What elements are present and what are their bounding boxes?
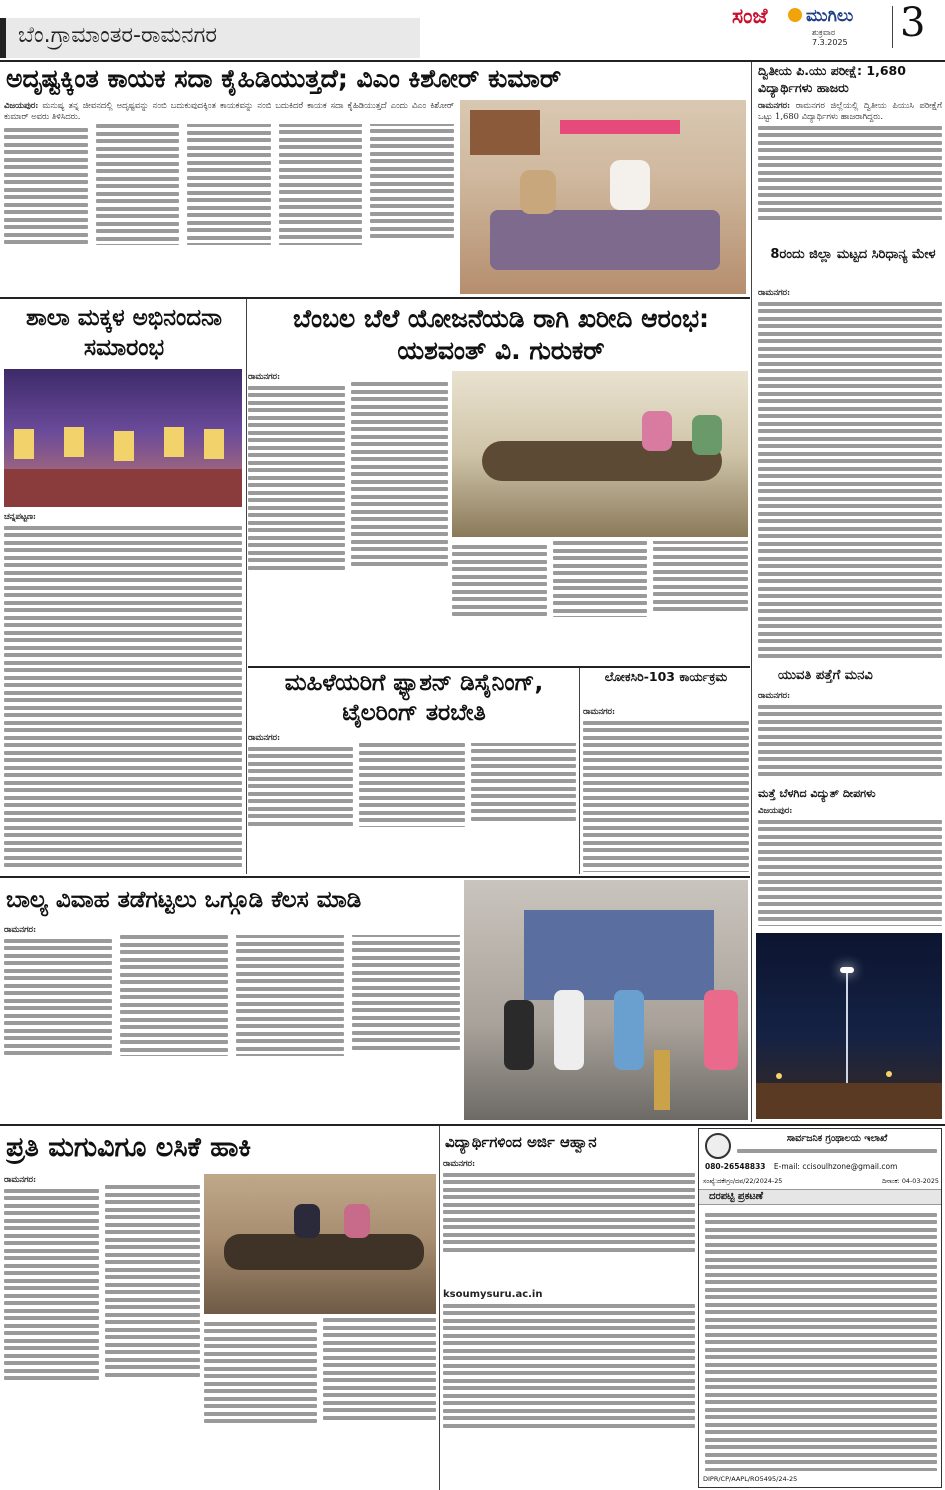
- article-puc-exam: [754, 62, 944, 244]
- photo-meeting-room: [460, 100, 746, 294]
- dateline: ವಿಜಯಪುರ:: [4, 100, 39, 110]
- headline: ದ್ವಿತೀಯ ಪಿ.ಯು ಪರೀಕ್ಷೆ: 1,680 ವಿದ್ಯಾರ್ಥಿಗಳು ಹಾಜರು: [758, 63, 906, 95]
- library-seal-icon: [705, 1133, 731, 1159]
- article-body: [4, 511, 242, 871]
- headline: ಬೆಂಬಲ ಬೆಲೆ ಯೋಜನೆಯಡಿ ರಾಗಿ ಖರೀದಿ ಆರಂಭ: ಯಶವಂತ್ ವಿ. ಗುರುಕರ್: [292, 304, 710, 365]
- tender-notice: [698, 1128, 942, 1488]
- section-label: ಬೆಂ.ಗ್ರಾಮಾಂತರ-ರಾಮನಗರ: [18, 23, 218, 48]
- headline: ಲೋಕಸಿರಿ-103 ಕಾರ್ಯಕ್ರಮ: [604, 669, 728, 684]
- dateline: ರಾಮನಗರ:: [758, 287, 791, 297]
- dateline: ರಾಮನಗರ:: [4, 1174, 37, 1184]
- article-body: [758, 805, 942, 931]
- article-street-lights: [754, 785, 944, 1123]
- notice-contact: [705, 1162, 937, 1174]
- headline: ಶಾಲಾ ಮಕ್ಕಳ ಅಭಿನಂದನಾ ಸಮಾರಂಭ: [25, 305, 222, 361]
- article-fashion-training: [248, 668, 578, 874]
- dateline: ರಾಮನಗರ:: [248, 732, 281, 742]
- issue-day: ಶುಕ್ರವಾರ: [812, 28, 836, 37]
- notice-phone: 080-26548833: [705, 1162, 766, 1171]
- article-vaccination: [0, 1126, 438, 1490]
- article-body-cont: [204, 1318, 436, 1486]
- dateline: ರಾಮನಗರ:: [583, 706, 616, 716]
- article-missing-woman: [754, 666, 944, 782]
- article-body: [248, 371, 448, 661]
- photo-officials-meeting: [452, 371, 748, 537]
- issue-date: 7.3.2025: [812, 38, 848, 47]
- notice-org: ಸಾರ್ವಜನಿಕ ಗ್ರಂಥಾಲಯ ಇಲಾಖೆ: [786, 1133, 888, 1144]
- photo-students: [4, 369, 242, 507]
- article-student-applications: [441, 1126, 696, 1490]
- dateline: ರಾಮನಗರ:: [443, 1158, 476, 1168]
- headline: ಯುವತಿ ಪತ್ತೆಗೆ ಮನವಿ: [778, 668, 873, 683]
- notice-ref-row: [703, 1177, 939, 1187]
- article-school-felicitation: [0, 299, 245, 874]
- article-millet-fair: [754, 245, 944, 665]
- notice-date: ದಿನಾಂಕ: 04-03-2025: [882, 1177, 939, 1185]
- headline: ವಿದ್ಯಾರ್ಥಿಗಳಿಂದ ಅರ್ಜಿ ಆಹ್ವಾನ: [445, 1133, 597, 1151]
- dateline: ಚನ್ನಪಟ್ಟಣ:: [4, 511, 36, 521]
- article-body: [4, 100, 454, 294]
- text-lines: [4, 124, 454, 274]
- headline: ಮಹಿಳೆಯರಿಗೆ ಫ್ಯಾಶನ್ ಡಿಸೈನಿಂಗ್, ಟೈಲರಿಂಗ್ ತರಬೇತಿ: [284, 670, 544, 726]
- article-child-marriage: [0, 878, 750, 1122]
- article-body: [4, 924, 460, 1120]
- section-header: [0, 0, 945, 60]
- masthead: [732, 4, 882, 47]
- lead-text: ಮನುಷ್ಯ ತನ್ನ ಜೀವನದಲ್ಲಿ ಅದೃಷ್ಟವನ್ನು ನಂಬಿ ಬದುಕುವುದಕ್ಕಿಂತ ಕಾಯಕವನ್ನು ನಂಬಿ ಬದುಕಿದರೆ ಕಾಯಕ ಸದಾ ಕೈಹಿಡಿಯುತ್ತದೆ ಎಂದು ವಿಎಂ ಕಿಶೋರ್ ಕುಮಾರ್ ಅವರು ತಿಳಿಸಿದರು.: [4, 100, 454, 121]
- photo-health-meeting: [204, 1174, 436, 1314]
- sun-icon: [788, 8, 802, 22]
- article-body: [443, 1158, 695, 1488]
- notice-title: ದರಪಟ್ಟಿ ಪ್ರಕಟಣೆ: [709, 1191, 764, 1202]
- headline: ಅದೃಷ್ಟಕ್ಕಿಂತ ಕಾಯಕ ಸದಾ ಕೈಹಿಡಿಯುತ್ತದೆ; ವಿಎಂ ಕಿಶೋರ್ ಕುಮಾರ್: [6, 64, 562, 93]
- brand-sanje: ಸಂಜೆ: [732, 4, 768, 28]
- dateline: ರಾಮನಗರ:: [758, 690, 791, 700]
- notice-title-bar: [699, 1189, 941, 1205]
- dateline: ವಿಜಯಪುರ:: [758, 805, 793, 815]
- article-body: [758, 100, 942, 242]
- headline: ಪ್ರತಿ ಮಗುವಿಗೂ ಲಸಿಕೆ ಹಾಕಿ: [6, 1132, 252, 1163]
- article-body: [758, 690, 942, 780]
- lead-text: ರಾಮನಗರ ಜಿಲ್ಲೆಯಲ್ಲಿ ದ್ವಿತೀಯ ಪಿಯುಸಿ ಪರೀಕ್ಷೆಗೆ ಒಟ್ಟು 1,680 ವಿದ್ಯಾರ್ಥಿಗಳು ಹಾಜರಾಗಿದ್ದರು.: [758, 100, 942, 121]
- notice-footer: DIPR/CP/AAPL/RO5495/24-25: [703, 1475, 798, 1483]
- dateline: ರಾಮನಗರ:: [248, 371, 281, 381]
- brand-mugilu: ಮುಗಿಲು: [806, 6, 854, 26]
- dateline: ರಾಮನಗರ:: [4, 924, 37, 934]
- article-body: [4, 1174, 200, 1486]
- page-number: 3: [900, 0, 926, 46]
- dateline: ರಾಮನಗರ:: [758, 100, 791, 110]
- notice-email: E-mail: ccisoulhzone@gmail.com: [773, 1162, 898, 1171]
- article-body-cont: [452, 541, 748, 661]
- article-body: [583, 706, 749, 872]
- article-ragi-procurement: [248, 299, 750, 664]
- article-body: [248, 732, 576, 872]
- article-body: [758, 287, 942, 663]
- photo-night-street: [756, 933, 942, 1119]
- headline: ಮತ್ತೆ ಬೆಳಗಿದ ವಿದ್ಯುತ್ ದೀಪಗಳು: [758, 787, 876, 800]
- headline: ಬಾಲ್ಯ ವಿವಾಹ ತಡೆಗಟ್ಟಲು ಒಗ್ಗೂಡಿ ಕೆಲಸ ಮಾಡಿ: [6, 887, 362, 913]
- article-work-over-luck: [0, 62, 750, 296]
- notice-ref: ಸಂಖ್ಯೆ:ದಕೇಗ್ರಂ/ದವ/22/2024-25: [703, 1177, 783, 1185]
- notice-body: [705, 1209, 937, 1471]
- article-lokasiri: [581, 668, 750, 874]
- photo-lamp-lighting: [464, 880, 748, 1120]
- section-label-box: [0, 18, 420, 58]
- website-link[interactable]: ksoumysuru.ac.in: [443, 1289, 543, 1300]
- headline: 8ರಂದು ಜಿಲ್ಲಾ ಮಟ್ಟದ ಸಿರಿಧಾನ್ಯ ಮೇಳ: [770, 247, 936, 262]
